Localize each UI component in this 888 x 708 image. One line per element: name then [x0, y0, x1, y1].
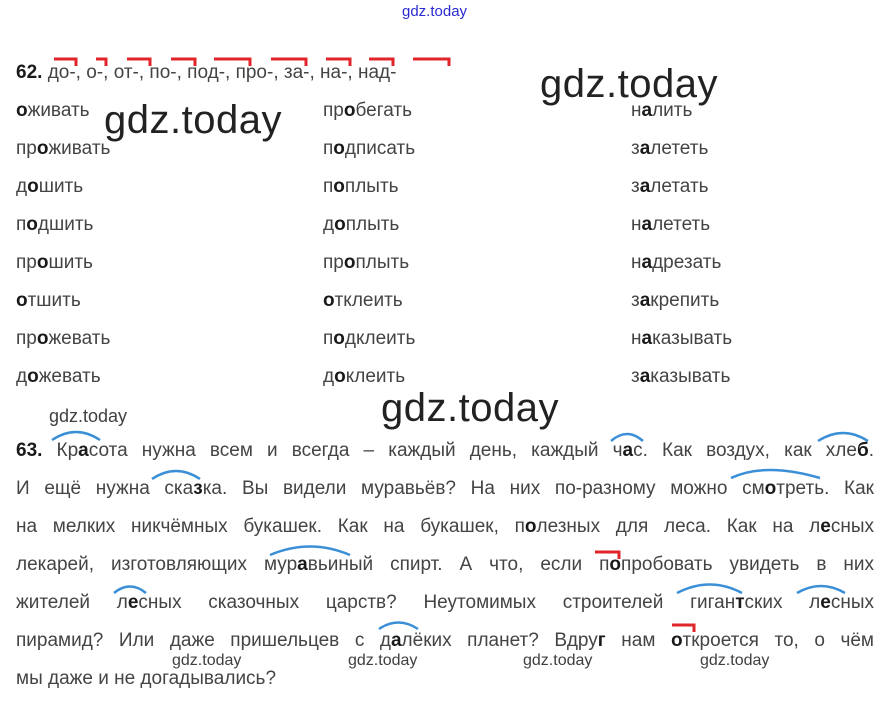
highlight-letter: т [735, 592, 745, 613]
watermark-large-1: gdz.today [540, 62, 718, 106]
prefix-mark [54, 59, 76, 66]
prefix-mark [171, 59, 195, 66]
watermark-large-3: gdz.today [381, 386, 559, 430]
word-part: п [323, 176, 334, 197]
word-part: лить [652, 100, 693, 121]
word-part: п [323, 328, 334, 349]
word-part: н [631, 328, 642, 349]
word-part: пр [323, 100, 344, 121]
exercise-62-number: 62. [16, 62, 43, 83]
word-part: живать [27, 100, 90, 121]
prefix-mark [127, 59, 150, 66]
root-arc [611, 434, 643, 441]
word-part: з [631, 176, 640, 197]
prefix-mark [214, 59, 250, 66]
watermark-foot-2: gdz.today [348, 652, 418, 669]
highlight-letter: е [820, 592, 831, 613]
word-part: п [323, 138, 334, 159]
word-part: крепить [650, 290, 720, 311]
word-part: дклеить [344, 328, 416, 349]
word-vowel: а [641, 328, 653, 349]
word-part: жевать [38, 366, 101, 387]
word-part: н [631, 214, 642, 235]
word-vowel: о [343, 100, 356, 121]
text-segment: мы даже и не догадывались? [16, 668, 277, 689]
text-segment: на мелких никчёмных букашек. Как на букашек, п [16, 516, 525, 537]
word-vowel: о [334, 366, 346, 387]
watermark-foot-1: gdz.today [172, 652, 242, 669]
text-segment: лекарей, изготовляющих мур [16, 554, 298, 575]
word-vowel: о [323, 290, 335, 311]
prefix-mark [271, 59, 306, 66]
word-part: дписать [344, 138, 416, 159]
watermark-large-2: gdz.today [104, 98, 282, 142]
watermark-top: gdz.today [402, 3, 468, 20]
highlight-letter: е [820, 516, 831, 537]
highlight-letter: о [670, 630, 683, 651]
word-vowel: а [641, 214, 653, 235]
word-part: лететь [652, 214, 711, 235]
highlight-letter: б [856, 440, 869, 461]
word-vowel: о [26, 214, 38, 235]
root-arc [677, 585, 742, 594]
text-segment: сных сказочных царств? Неутомимых строителей гиган [138, 592, 736, 613]
word-part: клеить [345, 366, 406, 387]
word-part: плыть [345, 214, 400, 235]
highlight-letter: о [609, 554, 622, 575]
root-arc [270, 547, 350, 556]
watermark-foot-4: gdz.today [700, 652, 770, 669]
root-arc [797, 586, 845, 593]
text-segment: И ещё нужна ска [16, 478, 194, 499]
word-part: з [631, 366, 640, 387]
highlight-letter: а [390, 630, 402, 651]
prefix-mark [672, 625, 694, 632]
word-vowel: о [333, 176, 345, 197]
word-vowel: о [27, 366, 39, 387]
word-vowel: а [639, 290, 651, 311]
word-vowel: о [16, 100, 28, 121]
text-segment: сных [830, 592, 874, 613]
prefix-mark [326, 59, 350, 66]
word-part: з [631, 290, 640, 311]
root-arc [731, 470, 820, 478]
word-part: н [631, 252, 642, 273]
text-segment: лезных для леса. Как на л [536, 516, 821, 537]
word-vowel: о [333, 328, 345, 349]
text-segment: вьиный спирт. А что, если п [307, 554, 610, 575]
root-arc [818, 433, 868, 441]
word-part: дрезать [652, 252, 722, 273]
text-segment: . [868, 440, 874, 461]
word-part: пр [16, 328, 37, 349]
word-part: пр [16, 138, 37, 159]
word-part: шить [38, 176, 84, 197]
word-vowel: о [16, 290, 28, 311]
text-segment: ткроется то, о чём [682, 630, 874, 651]
word-vowel: а [641, 252, 653, 273]
text-segment: сных [830, 516, 874, 537]
exercise-62-prefixes: до-, о-, от-, по-, под-, про-, за-, на-, над- [47, 62, 397, 83]
word-part: д [323, 214, 335, 235]
text-segment: с. Как воздух, как хле [633, 440, 857, 461]
word-part: з [631, 138, 640, 159]
word-part: н [631, 100, 642, 121]
text-segment: жителей л [16, 592, 128, 613]
highlight-letter: з [193, 478, 203, 499]
word-vowel: а [639, 138, 651, 159]
root-arc [379, 623, 418, 630]
highlight-letter: а [297, 554, 308, 575]
word-part: шить [48, 252, 93, 273]
word-part: летать [650, 176, 709, 197]
text-segment: ских л [744, 592, 821, 613]
text-segment: ка. Вы видели муравьёв? На них по-разному можно см [202, 478, 765, 499]
prefix-mark [595, 552, 619, 559]
prefix-mark [369, 59, 393, 66]
word-vowel: о [334, 214, 346, 235]
word-vowel: о [27, 176, 39, 197]
root-arc [114, 587, 146, 594]
root-arc [52, 432, 100, 440]
text-segment: пирамид? Или даже пришельцев с д [16, 630, 391, 651]
word-vowel: о [333, 138, 345, 159]
word-part: д [16, 366, 28, 387]
word-part: жевать [48, 328, 111, 349]
exercise-63-number: 63. [16, 440, 57, 461]
word-part: пр [323, 252, 344, 273]
text-segment: треть. Как [776, 478, 874, 499]
word-part: казывать [652, 328, 733, 349]
word-part: д [323, 366, 335, 387]
highlight-letter: е [127, 592, 139, 613]
word-part: дшить [37, 214, 94, 235]
highlight-letter: а [78, 440, 89, 461]
watermark-foot-3: gdz.today [523, 652, 593, 669]
highlight-letter: о [524, 516, 537, 537]
watermark-small: gdz.today [49, 406, 128, 426]
word-part: д [16, 176, 28, 197]
text-segment: пробовать увидеть в них [621, 554, 875, 575]
word-vowel: о [343, 252, 356, 273]
word-vowel: а [641, 100, 653, 121]
word-part: казывать [650, 366, 731, 387]
highlight-letter: а [622, 440, 634, 461]
word-part: тклеить [334, 290, 403, 311]
word-part: плыть [344, 176, 399, 197]
word-vowel: а [639, 176, 651, 197]
word-part: плыть [355, 252, 410, 273]
word-vowel: о [36, 138, 49, 159]
text-segment: сота нужна всем и всегда – каждый день, каждый ч [88, 440, 623, 461]
word-part: лететь [650, 138, 709, 159]
word-part: живать [48, 138, 111, 159]
text-segment: нам [605, 630, 671, 651]
highlight-letter: о [764, 478, 777, 499]
word-part: тшить [27, 290, 81, 311]
prefix-mark [96, 59, 106, 66]
prefix-mark [413, 59, 449, 66]
word-part: пр [16, 252, 37, 273]
word-part: бегать [355, 100, 412, 121]
highlight-letter: г [597, 630, 606, 651]
root-arc [152, 471, 200, 479]
word-part: п [16, 214, 27, 235]
word-vowel: а [639, 366, 651, 387]
word-vowel: о [36, 252, 49, 273]
text-segment: лёких планет? Вдру [401, 630, 598, 651]
word-vowel: о [36, 328, 49, 349]
text-segment: Кр [56, 440, 79, 461]
